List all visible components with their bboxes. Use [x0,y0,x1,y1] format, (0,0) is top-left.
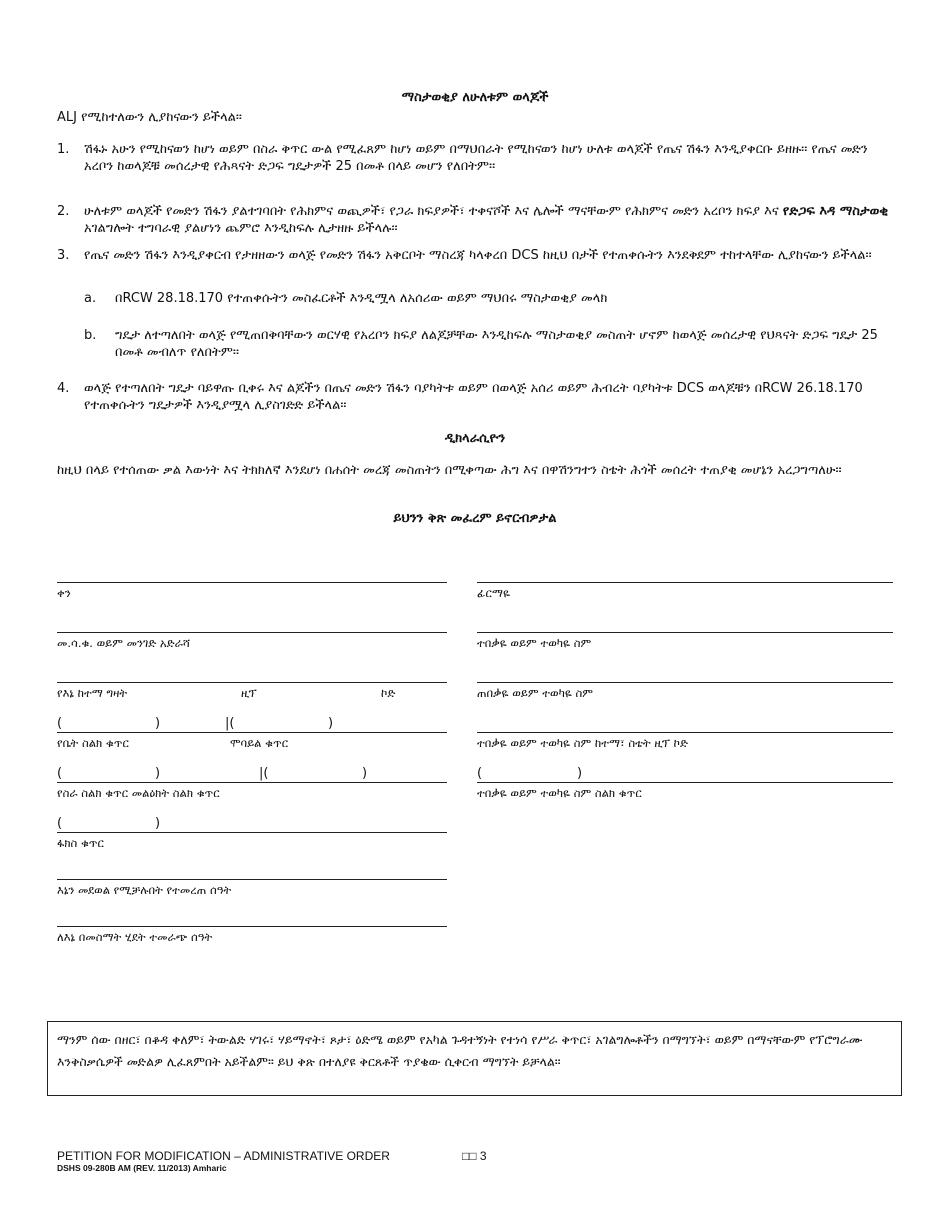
form-id: DSHS 09-280B AM (REV. 11/2013) Amharic [57,1163,227,1173]
sub-item-letter: b. [84,328,97,343]
date-line[interactable] [57,582,447,583]
fax-label: ፋክስ ቁጥር [57,836,104,850]
fax-line[interactable] [57,832,447,833]
city-label: የእኔ ከተማ ግዛት [57,686,128,700]
nondiscrimination-notice: ማንም ሰው በዘር፣ በቆዳ ቀለም፣ ትውልድ ሃገሩ፣ ሃይማኖት፣ ጾታ፣ ዕድሜ ወይም የአካል ጉዳተኝነት የተነሳ የሥራ ቅጥር፣ አገልግሎቶችን በማግኘት፣ ወይም በማናቸውም የፕሮግራሙ እንቅስቃሴዎች መድልዎ ሊፈጸምበት አይችልም። ይህ ቅጽ በተለያዩ ቅርጸቶች ጥያቄው ሲቀርብ ማግኘት ይቻላል። [47,1021,902,1096]
message-phone-area-close: ) [362,766,368,781]
mobile-phone-area-open: |( [225,716,235,731]
fax-area-open: ( [57,816,63,831]
rep-phone-area-open: ( [477,766,483,781]
printed-name-line[interactable] [477,632,893,633]
work-phone-line[interactable] [57,782,447,783]
declaration-text: ከዚህ በላይ የተሰጠው ቃል እውነት እና ትክክለኛ እንደሆነ በሐሰት መረጃ መስጠትን በሚቀጣው ሕግ እና በዋሽንግተን ስቴት ሕጎች መሰረት ተጠያቂ መሆኔን አረጋግጣለሁ። [57,463,842,478]
item-number: 3. [57,248,70,263]
intro-text: ALJ የሚከተለውን ሊያከናውን ይችላል፡፡ [57,110,242,125]
mailing-address-label: መ.ሳ.ቁ. ወይም መንገድ አድራሻ [57,636,191,650]
home-phone-area-open: ( [57,716,63,731]
rep-phone-label: ተበቃዬ ወይም ተወካዬ ስም ስልክ ቁጥር [477,786,642,800]
item-text: የጤና መድን ሽፋን እንዲያቀርብ የታዘዘውን ወላጅ የመድን ሽፋን አቅርቦት ማስረጃ ካላቀረበ DCS ከዚህ በታች የተጠቀሱትን እንደቅደም ተከተላቸው ሊያከናውን ይችላል፡፡ [84,248,872,263]
home-phone-area-close: ) [155,716,161,731]
signature-label: ፊርማዬ [477,586,510,600]
city-state-zip-line[interactable] [57,682,447,683]
attorney-name-label: ጠበቃዬ ወይም ተወካዬ ስም [477,686,593,700]
state-label: ዚፕ [241,686,257,700]
work-phone-area-close: ) [155,766,161,781]
rep-phone-area-close: ) [577,766,583,781]
sub-item-letter: a. [84,291,97,306]
work-phone-area-open: ( [57,766,63,781]
page-title: ማስታወቂያ ለሁለቱም ወላጆች [401,90,549,105]
contact-time-label: እኔን መደወል የሚቻሉበት የተመረጠ ሰዓት [57,883,232,897]
page-number: □□ 3 [462,1149,487,1163]
mobile-phone-label: ሞባይል ቁጥር [230,736,289,750]
sub-item-text: በRCW 28.18.170 የተጠቀሱትን መስፈርቶች እንዲሟላ ለአሰሪው ወይም ማህበሩ ማስታወቂያ መላክ [115,291,608,306]
sub-item-text: ግዴታ ለተጣለበት ወላጅ የሚጠበቅባቸውን ወርሃዊ የአረቦን ክፍያ ለልጆቻቸው እንዲከፍሉ ማስታወቂያ መስጠት ሆኖም ከወላጅ መሰረታዊ የህጻናት ድጋፍ ግዴታ 25 በመቶ መብለጥ የለበትም፡፡ [115,328,878,360]
message-phone-area-open: |( [259,766,269,781]
contact-time-line[interactable] [57,879,447,880]
hearing-time-label: ለእኔ በመስማት ሂደት ተመራጭ ሰዓት [57,930,213,944]
printed-name-label: ተበቃዬ ወይም ተወካዬ ስም [477,636,592,650]
work-phone-label: የስራ ስልክ ቁጥር መልዕክት ስልክ ቁጥር [57,786,220,800]
phone-line[interactable] [57,732,447,733]
item-number: 1. [57,142,70,157]
sign-title: ይህንን ቅጽ መፈረም ይኖርብዎታል [393,511,557,526]
zip-label: ኮድ [381,686,396,700]
fax-area-close: ) [155,816,161,831]
form-title: PETITION FOR MODIFICATION – ADMINISTRATIVE ORDER [57,1149,390,1163]
item-number: 4. [57,381,70,396]
item-text: ሽፋኑ አሁን የሚከናወን ከሆነ ወይም በስራ ቅጥር ውል የሚፈጸም ከሆነ ወይም በማህበራት የሚከናወን ከሆነ ሁለቱ ወላጆች የጤና ሽፋን እንዲያቀርቡ ይዘዙ፡፡ የጤና መድን አረቦን ከወላጆቹ መሰረታዊ የሕጻናት ድጋፍ ግዴታዎች 25 በመቶ በላይ መሆን የለበትም፡፡ [84,142,868,174]
item-number: 2. [57,204,70,219]
item-text: ወላጅ የተጣለበት ግዴታ ባይዋጡ ቢቀሩ እና ልጆችን በጤና መድን ሽፋን ባያካትቱ ወይም በወላጅ አሰሪ ወይም ሕብረት ባያካትቱ DCS ወላጆቹን በRCW 26.18.170 የተጠቀሱትን ግዴታዎች እንዲያሟላ ሊያስገድድ ይችላል፡፡ [84,381,863,413]
date-label: ቀን [57,586,71,600]
bold-phrase: የድጋፍ እዳ ማስታወቂ [782,204,889,219]
attorney-name-line[interactable] [477,682,893,683]
hearing-time-line[interactable] [57,926,447,927]
home-phone-label: የቤት ስልክ ቁጥር [57,736,129,750]
declaration-title: ዲክላራሲዮን [444,431,506,446]
rep-phone-line[interactable] [477,782,893,783]
signature-line[interactable] [477,582,893,583]
mailing-address-line[interactable] [57,632,447,633]
rep-address-line[interactable] [477,732,893,733]
rep-address-label: ተበቃዬ ወይም ተወካዬ ስም ከተማ፣ ስቴት ዚፕ ኮድ [477,736,688,750]
item-text: ሁለቱም ወላጆች የመድን ሽፋን ያልተገባበት የሕክምና ወጪዎች፣ የጋራ ክፍያዎች፣ ተቀናሾች እና ሌሎች ማናቸውም የሕክምና መድን አረቦን ክፍያ እና የድጋፍ እዳ ማስታወቂ አገልግሎት ተግባራዊ ያልሆነን ጨምሮ እንዲከፍሉ ሊታዘዙ ይችላሉ፡፡ [84,204,889,236]
mobile-phone-area-close: ) [328,716,334,731]
